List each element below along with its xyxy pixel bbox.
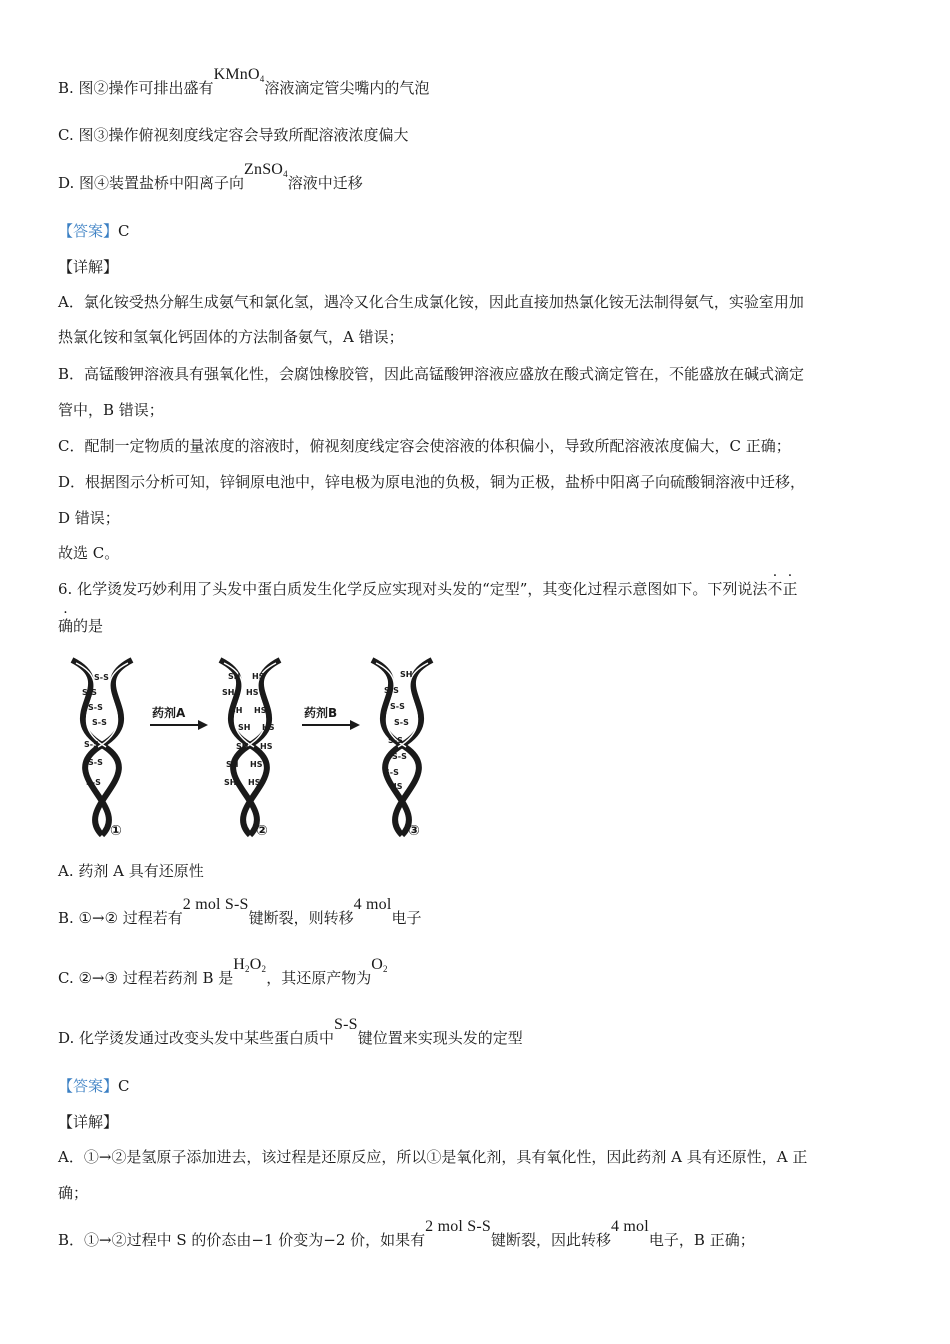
q5-option-c: C. 图③操作俯视刻度线定容会导致所配溶液浓度偏大 bbox=[58, 126, 409, 144]
mol-ss-quantity: 2 mol S-S bbox=[182, 896, 249, 913]
q6-stem-line2 bbox=[58, 616, 103, 636]
q6-option-c bbox=[58, 956, 388, 993]
hs-label: HS bbox=[390, 782, 403, 791]
q6-option-d bbox=[58, 1016, 523, 1049]
znso4-formula bbox=[244, 161, 288, 178]
ss-bond-label: S-S bbox=[394, 718, 409, 727]
h2o2-o-sub: 2 bbox=[261, 964, 267, 974]
emphasis-char: 不 bbox=[767, 580, 783, 598]
state-3-label: ③ bbox=[408, 823, 420, 839]
o2-formula bbox=[371, 956, 387, 973]
helix-state-3 bbox=[372, 660, 432, 839]
reagent-b-label: 药剂B bbox=[304, 706, 338, 720]
q5-option-b bbox=[58, 66, 430, 103]
ss-bond-label: S-S bbox=[392, 752, 407, 761]
state-2-label: ② bbox=[256, 823, 268, 839]
q6-stem-rest: 的是 bbox=[73, 617, 104, 635]
q5-conclusion: 故选 C。 bbox=[58, 544, 120, 562]
sh-label: SH bbox=[226, 760, 239, 769]
q5-exp-d-1: D．根据图示分析可知，锌铜原电池中，锌电极为原电池的负极，铜为正极，盐桥中阳离子向硫酸铜溶液中迁移， bbox=[58, 473, 806, 491]
q6-option-d-text: D. 化学烫发通过改变头发中某些蛋白质中 bbox=[58, 1029, 335, 1047]
q6-option-b-mid: 键断裂，则转移 bbox=[248, 909, 354, 927]
answer-value: C bbox=[118, 1077, 130, 1095]
sh-label: SH bbox=[228, 672, 241, 681]
q6-answer bbox=[58, 1076, 130, 1096]
ss-bond-label: S-S bbox=[384, 768, 399, 777]
ss-bond-label: S-S bbox=[390, 702, 405, 711]
emphasis-char: 确 bbox=[58, 617, 74, 635]
hs-label: HS bbox=[254, 706, 267, 715]
q5-option-b-suffix: 溶液滴定管尖嘴内的气泡 bbox=[264, 79, 430, 97]
q5-option-d-text: D. 图④装置盐桥中阳离子向 bbox=[58, 174, 245, 192]
q5-detail-tag: 【详解】 bbox=[58, 258, 119, 276]
q6-exp-b bbox=[58, 1218, 755, 1251]
znso4-base: ZnSO bbox=[244, 161, 284, 178]
q5-exp-c: C．配制一定物质的量浓度的溶液时，俯视刻度线定容会使溶液的体积偏小，导致所配溶液浓度偏大，C 正确； bbox=[58, 437, 791, 455]
hs-label: HS bbox=[252, 672, 265, 681]
ss-bond-label: S-S bbox=[92, 718, 107, 727]
ss-bond-formula: S-S bbox=[334, 1016, 358, 1033]
ss-bond-label: S-S bbox=[388, 736, 403, 745]
q6-option-d-suffix: 键位置来实现头发的定型 bbox=[357, 1029, 523, 1047]
ss-bond-label: S-S bbox=[88, 758, 103, 767]
reagent-a-arrow bbox=[150, 705, 208, 730]
q6-option-c-text: C. ②→③ 过程若药剂 B 是 bbox=[58, 969, 234, 987]
q6-exp-b-text: B．①→②过程中 S 的价态由−1 价变为−2 价，如果有 bbox=[58, 1231, 426, 1249]
ss-bond-label: S-S bbox=[88, 703, 103, 712]
hs-label: HS bbox=[260, 742, 273, 751]
sh-label: SH bbox=[400, 670, 413, 679]
reagent-b-arrow bbox=[302, 705, 360, 730]
helix-state-2 bbox=[220, 660, 280, 839]
kmno4-base: KMnO bbox=[213, 66, 260, 83]
hs-label: HS bbox=[250, 760, 263, 769]
q5-exp-a-1: A．氯化铵受热分解生成氨气和氯化氢，遇冷又化合生成氯化铵，因此直接加热氯化铵无法制得氨气，实验室用加 bbox=[58, 293, 804, 311]
mol-electron-quantity: 4 mol bbox=[611, 1218, 649, 1235]
q5-exp-b-2: 管中，B 错误； bbox=[58, 401, 164, 419]
q6-option-b-suffix: 电子 bbox=[391, 909, 422, 927]
q5-exp-a-2: 热氯化铵和氢氧化钙固体的方法制备氨气，A 错误； bbox=[58, 328, 404, 346]
o2-sub: 2 bbox=[383, 964, 388, 974]
q6-exp-b-mid: 键断裂，因此转移 bbox=[491, 1231, 612, 1249]
q6-exp-a-2: 确； bbox=[58, 1184, 89, 1202]
h2o2-o: O bbox=[249, 956, 262, 973]
answer-tag: 【答案】 bbox=[58, 1077, 119, 1095]
q6-exp-b-suffix: 电子，B 正确； bbox=[648, 1231, 755, 1249]
sh-label: SH bbox=[224, 778, 237, 787]
q5-option-d bbox=[58, 161, 363, 198]
sh-label: SH bbox=[238, 723, 251, 732]
answer-tag: 【答案】 bbox=[58, 222, 119, 240]
sh-label: SH bbox=[230, 706, 243, 715]
q6-stem-line1 bbox=[58, 579, 797, 599]
state-1-label: ① bbox=[110, 823, 122, 839]
q6-option-a: A. 药剂 A 具有还原性 bbox=[58, 862, 204, 880]
kmno4-formula bbox=[214, 66, 265, 83]
perm-process-diagram bbox=[62, 655, 472, 845]
kmno4-subscript: 4 bbox=[259, 74, 265, 84]
emphasis-char: 正 bbox=[782, 580, 798, 598]
q5-exp-b-1: B．高锰酸钾溶液具有强氧化性，会腐蚀橡胶管，因此高锰酸钾溶液应盛放在酸式滴定管在，不能盛放在碱式滴定 bbox=[58, 365, 805, 383]
hs-label: HS bbox=[248, 778, 261, 787]
o2-o: O bbox=[371, 956, 383, 973]
ss-bond-label: S-S bbox=[384, 686, 399, 695]
sh-label: SH bbox=[222, 688, 235, 697]
znso4-subscript: 4 bbox=[283, 169, 288, 179]
ss-bond-label: S-S bbox=[84, 740, 99, 749]
h2o2-h-sub: 2 bbox=[245, 964, 250, 974]
q6-option-b bbox=[58, 896, 422, 929]
q6-detail-tag: 【详解】 bbox=[58, 1113, 119, 1131]
mol-ss-quantity: 2 mol S-S bbox=[425, 1218, 491, 1235]
h2o2-h: H bbox=[233, 956, 246, 973]
hs-label: HS bbox=[262, 723, 275, 732]
answer-value: C bbox=[118, 222, 130, 240]
q6-exp-a-1: A．①→②是氢原子添加进去，该过程是还原反应，所以①是氧化剂，具有氧化性，因此药剂 A 具有还原性，A 正 bbox=[58, 1148, 808, 1166]
q5-answer bbox=[58, 221, 130, 241]
q5-exp-d-2: D 错误； bbox=[58, 509, 120, 527]
hs-label: HS bbox=[246, 688, 259, 697]
mol-electron-quantity: 4 mol bbox=[353, 896, 392, 913]
q6-option-c-mid: ，其还原产物为 bbox=[266, 969, 372, 987]
q5-option-d-suffix: 溶液中迁移 bbox=[287, 174, 363, 192]
sh-label: SH bbox=[236, 742, 249, 751]
q6-stem-text: 6. 化学烫发巧妙利用了头发中蛋白质发生化学反应实现对头发的“定型”，其变化过程示意图如下。下列说法 bbox=[58, 580, 768, 598]
ss-bond-label: S-S bbox=[82, 688, 97, 697]
reagent-a-label: 药剂A bbox=[152, 706, 186, 720]
helix-state-1 bbox=[72, 660, 132, 839]
ss-bond-label: S-S bbox=[86, 778, 101, 787]
q6-option-b-text: B. ①→② 过程若有 bbox=[58, 909, 183, 927]
q5-option-b-text: B. 图②操作可排出盛有 bbox=[58, 79, 214, 97]
h2o2-formula bbox=[233, 956, 266, 973]
ss-bond-label: S-S bbox=[94, 673, 109, 682]
